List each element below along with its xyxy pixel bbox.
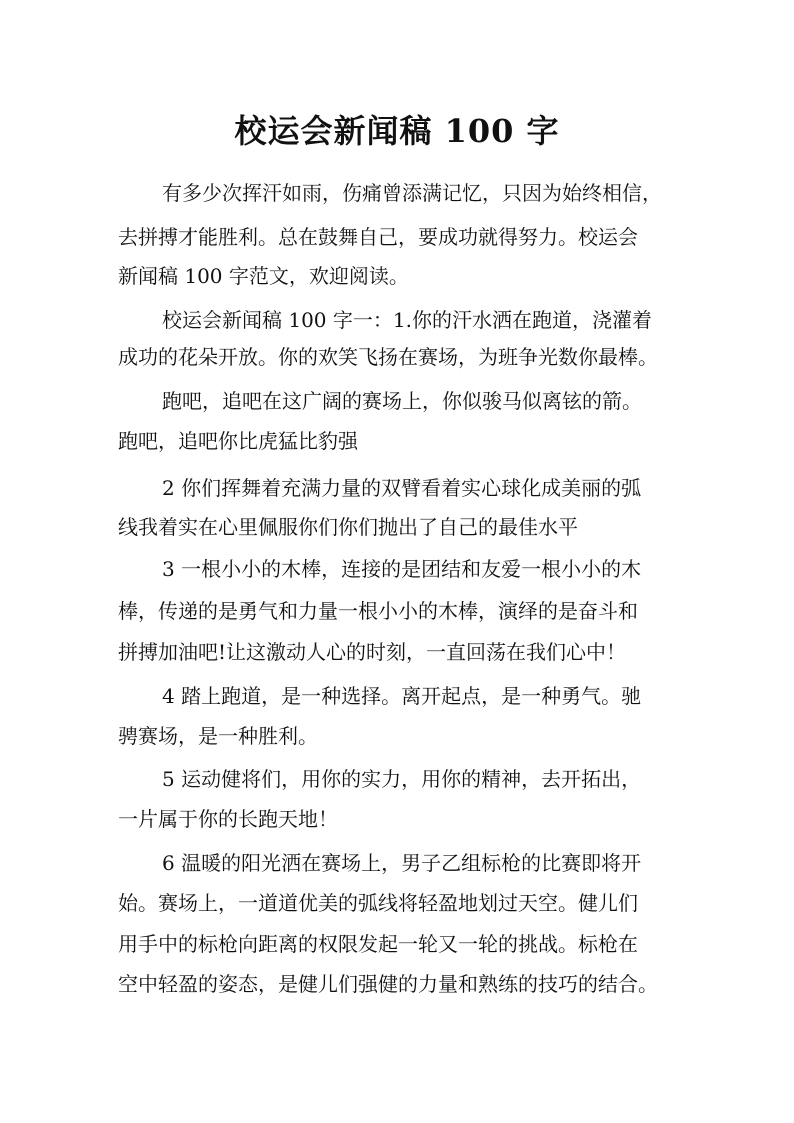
paragraph-line: 去拼搏才能胜利。总在鼓舞自己，要成功就得努力。校运会: [118, 225, 638, 249]
paragraph-line: 始。赛场上，一道道优美的弧线将轻盈地划过天空。健儿们: [118, 891, 638, 915]
paragraph-line: 空中轻盈的姿态，是健儿们强健的力量和熟练的技巧的结合。: [118, 972, 658, 996]
paragraph-line: 3 一根小小的木棒，连接的是团结和友爱一根小小的木: [162, 557, 642, 581]
paragraph-line: 用手中的标枪向距离的权限发起一轮又一轮的挑战。标枪在: [118, 932, 638, 956]
paragraph-line: 4 踏上跑道，是一种选择。离开起点，是一种勇气。驰: [162, 684, 642, 708]
paragraph-line: 2 你们挥舞着充满力量的双臂看着实心球化成美丽的弧: [162, 476, 642, 500]
paragraph-line: 线我着实在心里佩服你们你们抛出了自己的最佳水平: [118, 515, 578, 539]
paragraph-line: 一片属于你的长跑天地！: [118, 807, 338, 831]
paragraph-line: 有多少次挥汗如雨，伤痛曾添满记忆，只因为始终相信，: [162, 181, 662, 205]
paragraph-line: 跑吧，追吧在这广阔的赛场上，你似骏马似离铉的箭。: [162, 389, 642, 413]
paragraph-line: 成功的花朵开放。你的欢笑飞扬在赛场，为班争光数你最棒。: [118, 345, 658, 369]
paragraph-line: 校运会新闻稿 100 字一：1.你的汗水洒在跑道，浇灌着: [162, 308, 652, 332]
paragraph-line: 5 运动健将们，用你的实力，用你的精神，去开拓出，: [162, 767, 642, 791]
paragraph-line: 骋赛场，是一种胜利。: [118, 724, 318, 748]
paragraph-line: 棒，传递的是勇气和力量一根小小的木棒，演绎的是奋斗和: [118, 599, 638, 623]
paragraph-line: 新闻稿 100 字范文，欢迎阅读。: [118, 264, 409, 288]
paragraph-line: 拼搏加油吧!让这激动人心的时刻，一直回荡在我们心中！: [118, 640, 627, 664]
page-title: 校运会新闻稿 100 字: [234, 112, 560, 150]
paragraph-line: 跑吧，追吧你比虎猛比豹强: [118, 429, 358, 453]
paragraph-line: 6 温暖的阳光洒在赛场上，男子乙组标枪的比赛即将开: [162, 851, 642, 875]
